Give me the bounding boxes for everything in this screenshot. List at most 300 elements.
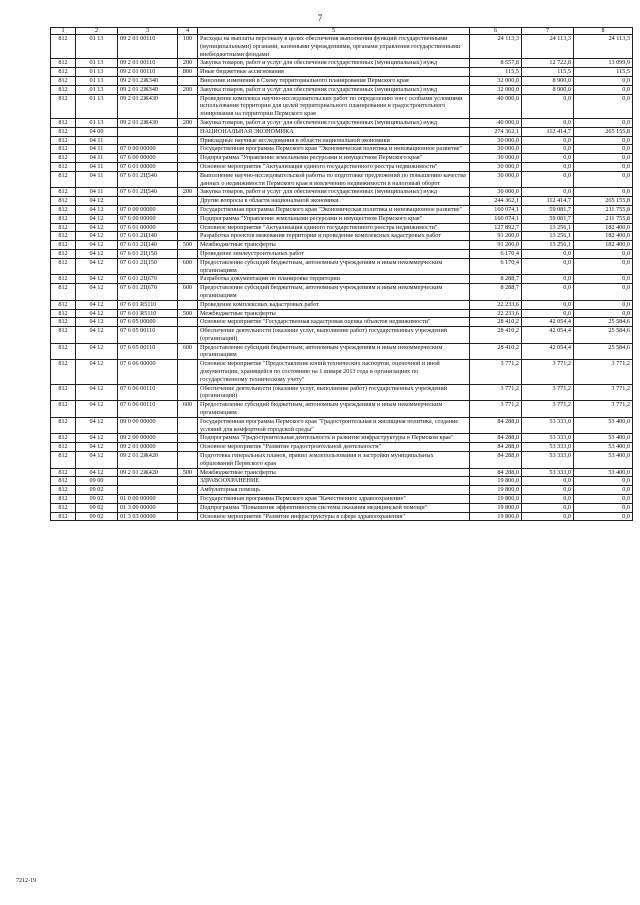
cell-amount-2021: 25 584,6 [574,343,633,360]
cell-description: Основное мероприятие "Государственная кадастровая оценка объектов недвижимости" [198,318,470,327]
cell-expense-type [178,384,198,401]
cell-amount-2020: 0,0 [522,188,574,197]
cell-admin-code: 812 [51,136,76,145]
cell-expense-type [178,503,198,512]
cell-amount-2019: 22 233,6 [470,309,522,318]
cell-amount-2020: 0,0 [522,249,574,258]
cell-section-code: 01 13 [76,118,118,127]
cell-admin-code: 812 [51,284,76,301]
cell-section-code: 04 11 [76,162,118,171]
cell-amount-2019: 19 800,0 [470,495,522,504]
table-row [51,232,633,241]
table-row [51,118,633,127]
table-row [51,76,633,85]
table-row [51,452,633,469]
cell-expense-type: 500 [178,309,198,318]
cell-expense-type [178,223,198,232]
cell-target-code: 09 2 01 00110 [118,35,178,59]
cell-amount-2020: 0,0 [522,145,574,154]
cell-admin-code: 812 [51,300,76,309]
cell-description: НАЦИОНАЛЬНАЯ ЭКОНОМИКА [198,127,470,136]
cell-target-code: 01 3 00 00000 [118,503,178,512]
cell-section-code: 04 12 [76,300,118,309]
cell-target-code: 09 2 01 2Ж420 [118,468,178,477]
cell-amount-2019: 8 288,7 [470,284,522,301]
cell-admin-code: 812 [51,94,76,118]
cell-amount-2021: 0,0 [574,258,633,275]
cell-target-code: 09 2 00 00000 [118,434,178,443]
table-row [51,443,633,452]
cell-section-code: 04 12 [76,360,118,384]
cell-amount-2019: 84 288,0 [470,468,522,477]
cell-expense-type [178,214,198,223]
cell-amount-2020: 0,0 [522,300,574,309]
cell-target-code: 07 6 05 00000 [118,318,178,327]
cell-amount-2021: 182 400,0 [574,223,633,232]
cell-target-code [118,136,178,145]
cell-amount-2019: 160 074,1 [470,205,522,214]
cell-description: Подпрограмма "Градостроительная деятельность и развитие инфраструктуры в Пермском крае" [198,434,470,443]
cell-description: Внесение изменений в Схему территориального планирования Пермского края [198,76,470,85]
header-cell-col-8: 8 [574,28,633,35]
cell-target-code: 09 2 01 2Ж340 [118,85,178,94]
cell-amount-2021: 211 755,8 [574,205,633,214]
table-row [51,188,633,197]
cell-description: Предоставление субсидий бюджетным, автономным учреждениям и иным некоммерческим организациям [198,258,470,275]
cell-amount-2019: 19 800,0 [470,477,522,486]
cell-expense-type: 600 [178,401,198,418]
cell-target-code: 09 2 01 2Ж430 [118,94,178,118]
table-row [51,85,633,94]
cell-amount-2019: 3 771,2 [470,360,522,384]
cell-expense-type [178,197,198,206]
cell-amount-2021: 265 155,8 [574,197,633,206]
cell-section-code: 04 12 [76,205,118,214]
cell-description: Подпрограмма "Повышение эффективности системы оказания медицинской помощи" [198,503,470,512]
cell-amount-2021: 0,0 [574,300,633,309]
cell-section-code: 01 13 [76,85,118,94]
cell-admin-code: 812 [51,477,76,486]
cell-expense-type [178,205,198,214]
cell-expense-type [178,512,198,521]
cell-amount-2019: 19 800,0 [470,486,522,495]
cell-amount-2019: 40 000,0 [470,118,522,127]
cell-amount-2019: 3 771,2 [470,384,522,401]
cell-amount-2020: 13 256,1 [522,223,574,232]
cell-section-code: 01 13 [76,76,118,85]
cell-target-code: 09 2 01 2Ж430 [118,118,178,127]
cell-admin-code: 812 [51,318,76,327]
cell-target-code: 07 6 06 00110 [118,401,178,418]
cell-description: Государственная программа Пермского края "Градостроительная и жилищная политика, создание условий для комфортной городской среды" [198,417,470,434]
cell-amount-2019: 8 288,7 [470,275,522,284]
cell-admin-code: 812 [51,327,76,344]
table-row [51,136,633,145]
cell-expense-type [178,477,198,486]
cell-description: Закупка товаров, работ и услуг для обеспечения государственных (муниципальных) нужд [198,118,470,127]
cell-amount-2020: 0,0 [522,309,574,318]
cell-expense-type [178,452,198,469]
cell-target-code: 07 6 06 00000 [118,360,178,384]
header-cell-col-5: 5 [198,28,470,35]
cell-amount-2021: 0,0 [574,512,633,521]
cell-target-code: 07 6 01 R5110 [118,309,178,318]
cell-expense-type [178,127,198,136]
cell-amount-2021: 0,0 [574,136,633,145]
cell-expense-type [178,360,198,384]
cell-section-code: 04 12 [76,452,118,469]
cell-admin-code: 812 [51,241,76,250]
header-cell-col-1: 1 [51,28,76,35]
table-row [51,486,633,495]
cell-description: Основное мероприятие "Актуализация единого государственного реестра недвижимости" [198,162,470,171]
cell-description: Государственная программа Пермского края "Экономическая политика и инновационное развитие" [198,205,470,214]
cell-amount-2019: 6 170,4 [470,258,522,275]
cell-amount-2020: 8 900,0 [522,85,574,94]
cell-amount-2019: 84 288,0 [470,443,522,452]
cell-admin-code: 812 [51,205,76,214]
cell-description: Основное мероприятие "Развитие градостроительной деятельности" [198,443,470,452]
cell-amount-2021: 0,0 [574,486,633,495]
cell-amount-2021: 0,0 [574,145,633,154]
cell-target-code: 09 2 01 00110 [118,68,178,77]
cell-section-code: 04 12 [76,384,118,401]
cell-admin-code: 812 [51,360,76,384]
cell-expense-type [178,300,198,309]
cell-section-code: 04 12 [76,327,118,344]
cell-amount-2020: 115,5 [522,68,574,77]
cell-description: Другие вопросы в области национальной экономики [198,197,470,206]
cell-amount-2019: 28 410,2 [470,318,522,327]
cell-section-code: 04 12 [76,468,118,477]
cell-admin-code: 812 [51,68,76,77]
cell-amount-2021: 0,0 [574,284,633,301]
cell-target-code: 07 6 01 2Ц150 [118,249,178,258]
cell-amount-2019: 84 288,0 [470,452,522,469]
cell-amount-2019: 8 557,8 [470,59,522,68]
cell-description: Обеспечение деятельности (оказание услуг, выполнение работ) государственных учреждений (организаций) [198,327,470,344]
cell-section-code: 04 12 [76,343,118,360]
table-row [51,300,633,309]
cell-admin-code: 812 [51,197,76,206]
cell-amount-2021: 182 400,0 [574,232,633,241]
cell-target-code: 07 6 01 2Ц540 [118,188,178,197]
cell-description: Проведение комплексных кадастровых работ [198,300,470,309]
cell-expense-type: 500 [178,241,198,250]
cell-amount-2021: 0,0 [574,76,633,85]
cell-section-code: 09 02 [76,503,118,512]
table-row [51,401,633,418]
cell-amount-2020: 0,0 [522,495,574,504]
cell-amount-2020: 3 771,2 [522,401,574,418]
cell-section-code: 09 02 [76,495,118,504]
cell-amount-2020: 24 113,3 [522,35,574,59]
cell-section-code: 09 02 [76,512,118,521]
cell-admin-code: 812 [51,118,76,127]
cell-amount-2019: 84 288,0 [470,417,522,434]
cell-target-code: 09 0 00 00000 [118,417,178,434]
cell-description: Предоставление субсидий бюджетным, автономным учреждениям и иным некоммерческим организациям [198,401,470,418]
cell-expense-type: 200 [178,85,198,94]
cell-amount-2019: 32 000,0 [470,85,522,94]
cell-target-code: 09 2 01 2Ж340 [118,76,178,85]
cell-description: Прикладные научные исследования в области национальной экономики [198,136,470,145]
table-row [51,284,633,301]
cell-section-code: 04 12 [76,284,118,301]
cell-description: Государственная программа Пермского края "Качественное здравоохранение" [198,495,470,504]
cell-expense-type [178,94,198,118]
cell-amount-2019: 28 410,2 [470,343,522,360]
cell-amount-2020: 0,0 [522,512,574,521]
cell-expense-type [178,417,198,434]
cell-amount-2020: 0,0 [522,503,574,512]
cell-amount-2021: 0,0 [574,188,633,197]
cell-description: Амбулаторная помощь [198,486,470,495]
cell-description: Основное мероприятие "Развитие инфраструктуры в сфере здравоохранения" [198,512,470,521]
cell-admin-code: 812 [51,401,76,418]
cell-amount-2019: 19 800,0 [470,512,522,521]
cell-amount-2020: 112 414,7 [522,127,574,136]
cell-expense-type: 600 [178,258,198,275]
cell-admin-code: 812 [51,188,76,197]
cell-amount-2021: 53 400,0 [574,468,633,477]
cell-admin-code: 812 [51,258,76,275]
cell-section-code: 01 13 [76,68,118,77]
cell-amount-2021: 3 771,2 [574,384,633,401]
cell-amount-2021: 115,5 [574,68,633,77]
cell-section-code: 04 12 [76,223,118,232]
cell-amount-2020: 53 333,0 [522,434,574,443]
cell-amount-2020: 13 256,1 [522,241,574,250]
cell-target-code: 07 6 01 R5110 [118,300,178,309]
cell-amount-2019: 30 000,0 [470,188,522,197]
cell-amount-2021: 0,0 [574,162,633,171]
cell-expense-type: 200 [178,59,198,68]
cell-amount-2021: 0,0 [574,94,633,118]
cell-admin-code: 812 [51,443,76,452]
cell-admin-code: 812 [51,486,76,495]
cell-amount-2020: 0,0 [522,136,574,145]
cell-amount-2019: 84 288,0 [470,434,522,443]
table-row [51,434,633,443]
cell-amount-2021: 13 099,9 [574,59,633,68]
cell-amount-2020: 42 054,4 [522,343,574,360]
cell-target-code: 09 2 01 2Ж420 [118,452,178,469]
cell-description: Закупка товаров, работ и услуг для обеспечения государственных (муниципальных) нужд [198,188,470,197]
cell-amount-2021: 0,0 [574,154,633,163]
cell-amount-2019: 3 771,2 [470,401,522,418]
cell-expense-type [178,249,198,258]
cell-target-code: 07 6 01 00000 [118,162,178,171]
cell-description: Выполнение научно-исследовательской работы по подготовке предложений по повышению качества данных о недвижимости Пермского края и вовлечению недвижимости в налоговый оборот [198,171,470,188]
cell-amount-2020: 0,0 [522,477,574,486]
cell-section-code: 01 13 [76,35,118,59]
cell-expense-type [178,171,198,188]
cell-amount-2021: 3 771,2 [574,401,633,418]
cell-target-code: 07 6 01 2Ц140 [118,241,178,250]
header-cell-col-3: 3 [118,28,178,35]
table-row [51,360,633,384]
cell-target-code [118,127,178,136]
table-header-row [51,28,633,35]
table-row [51,94,633,118]
table-row [51,468,633,477]
cell-amount-2021: 211 755,8 [574,214,633,223]
cell-target-code [118,197,178,206]
table-row [51,512,633,521]
cell-expense-type [178,434,198,443]
cell-amount-2021: 53 400,0 [574,434,633,443]
cell-expense-type: 600 [178,343,198,360]
cell-section-code: 04 00 [76,127,118,136]
cell-expense-type: 200 [178,188,198,197]
cell-target-code: 07 6 06 00110 [118,384,178,401]
cell-expense-type [178,145,198,154]
cell-section-code: 04 12 [76,443,118,452]
cell-amount-2020: 53 333,0 [522,443,574,452]
table-row [51,275,633,284]
table-row [51,162,633,171]
cell-admin-code: 812 [51,468,76,477]
cell-target-code: 09 2 01 00110 [118,59,178,68]
cell-section-code: 04 12 [76,417,118,434]
cell-amount-2020: 53 333,0 [522,452,574,469]
table-row [51,258,633,275]
cell-amount-2019: 30 000,0 [470,145,522,154]
cell-amount-2021: 24 113,3 [574,35,633,59]
table-row [51,214,633,223]
cell-target-code: 07 6 00 00000 [118,214,178,223]
cell-description: Государственная программа Пермского края "Экономическая политика и инновационное развитие" [198,145,470,154]
cell-amount-2020: 53 333,0 [522,417,574,434]
cell-description: Обеспечение деятельности (оказание услуг, выполнение работ) государственных учреждений (организаций) [198,384,470,401]
table-row [51,309,633,318]
cell-amount-2021: 0,0 [574,171,633,188]
cell-amount-2020: 0,0 [522,162,574,171]
cell-target-code: 07 6 01 2Ц150 [118,258,178,275]
cell-amount-2019: 32 000,0 [470,76,522,85]
cell-amount-2021: 0,0 [574,275,633,284]
cell-amount-2020: 0,0 [522,94,574,118]
cell-target-code: 07 0 00 00000 [118,145,178,154]
cell-amount-2019: 115,5 [470,68,522,77]
cell-description: Межбюджетные трансферты [198,468,470,477]
cell-amount-2020: 59 081,7 [522,214,574,223]
cell-amount-2019: 91 200,0 [470,241,522,250]
cell-description: Межбюджетные трансферты [198,241,470,250]
cell-amount-2020: 53 333,0 [522,468,574,477]
cell-description: Расходы на выплаты персоналу в целях обеспечения выполнения функций государственными (муниципальными) органами, казенными учреждениями, органами управления государственными внебюджетными фондами [198,35,470,59]
cell-amount-2020: 42 054,4 [522,318,574,327]
cell-admin-code: 812 [51,249,76,258]
cell-amount-2020: 12 722,8 [522,59,574,68]
cell-amount-2020: 13 256,1 [522,232,574,241]
cell-target-code [118,477,178,486]
cell-section-code: 04 11 [76,188,118,197]
cell-amount-2020: 0,0 [522,275,574,284]
cell-admin-code: 812 [51,76,76,85]
cell-admin-code: 812 [51,223,76,232]
table-row [51,417,633,434]
cell-admin-code: 812 [51,512,76,521]
cell-amount-2019: 40 000,0 [470,94,522,118]
cell-admin-code: 812 [51,59,76,68]
table-row [51,205,633,214]
cell-target-code: 07 6 01 2Ц540 [118,171,178,188]
cell-amount-2019: 30 000,0 [470,162,522,171]
budget-table [50,27,633,521]
table-row [51,384,633,401]
cell-section-code: 04 12 [76,241,118,250]
cell-amount-2020: 3 771,2 [522,360,574,384]
header-cell-col-4: 4 [178,28,198,35]
header-cell-col-2: 2 [76,28,118,35]
cell-expense-type: 100 [178,35,198,59]
cell-admin-code: 812 [51,309,76,318]
table-row [51,59,633,68]
cell-amount-2019: 6 170,4 [470,249,522,258]
cell-section-code: 04 12 [76,318,118,327]
cell-amount-2021: 25 584,6 [574,318,633,327]
cell-description: Основное мероприятие "Актуализация единого государственного реестра недвижимости" [198,223,470,232]
cell-target-code: 07 0 00 00000 [118,205,178,214]
table-row [51,197,633,206]
table-row [51,145,633,154]
cell-admin-code: 812 [51,171,76,188]
cell-amount-2021: 53 400,0 [574,443,633,452]
cell-amount-2019: 30 000,0 [470,136,522,145]
cell-description: Закупка товаров, работ и услуг для обеспечения государственных (муниципальных) нужд [198,59,470,68]
cell-expense-type: 800 [178,68,198,77]
cell-amount-2020: 0,0 [522,118,574,127]
cell-amount-2019: 30 000,0 [470,171,522,188]
cell-expense-type [178,486,198,495]
cell-expense-type [178,232,198,241]
cell-expense-type [178,162,198,171]
cell-description: Основное мероприятие "Предоставление копий технических паспортов, оценочной и иной документации, хранящейся по состоянию на 1 января 2013 года в организациях по государственному техническому учету" [198,360,470,384]
cell-amount-2021: 25 584,6 [574,327,633,344]
cell-amount-2021: 3 771,2 [574,360,633,384]
cell-description: Закупка товаров, работ и услуг для обеспечения государственных (муниципальных) нужд [198,85,470,94]
cell-section-code: 04 12 [76,232,118,241]
cell-amount-2021: 0,0 [574,85,633,94]
cell-section-code: 04 12 [76,401,118,418]
table-row [51,171,633,188]
cell-expense-type [178,76,198,85]
cell-amount-2019: 127 892,7 [470,223,522,232]
cell-admin-code: 812 [51,35,76,59]
cell-admin-code: 812 [51,417,76,434]
cell-description: Предоставление субсидий бюджетным, автономным учреждениям и иным некоммерческим организациям [198,284,470,301]
cell-amount-2021: 0,0 [574,309,633,318]
cell-amount-2019: 28 410,2 [470,327,522,344]
table-row [51,477,633,486]
cell-description: Проведение землеустроительных работ [198,249,470,258]
cell-description: Подпрограмма "Управление земельными ресурсами и имуществом Пермского края" [198,214,470,223]
cell-admin-code: 812 [51,434,76,443]
cell-admin-code: 812 [51,503,76,512]
cell-amount-2020: 42 054,4 [522,327,574,344]
cell-section-code: 04 12 [76,275,118,284]
cell-description: ЗДРАВООХРАНЕНИЕ [198,477,470,486]
cell-amount-2021: 0,0 [574,477,633,486]
cell-amount-2020: 0,0 [522,284,574,301]
table-row [51,68,633,77]
table-row [51,35,633,59]
cell-section-code: 04 12 [76,197,118,206]
cell-description: Межбюджетные трансферты [198,309,470,318]
cell-admin-code: 812 [51,384,76,401]
